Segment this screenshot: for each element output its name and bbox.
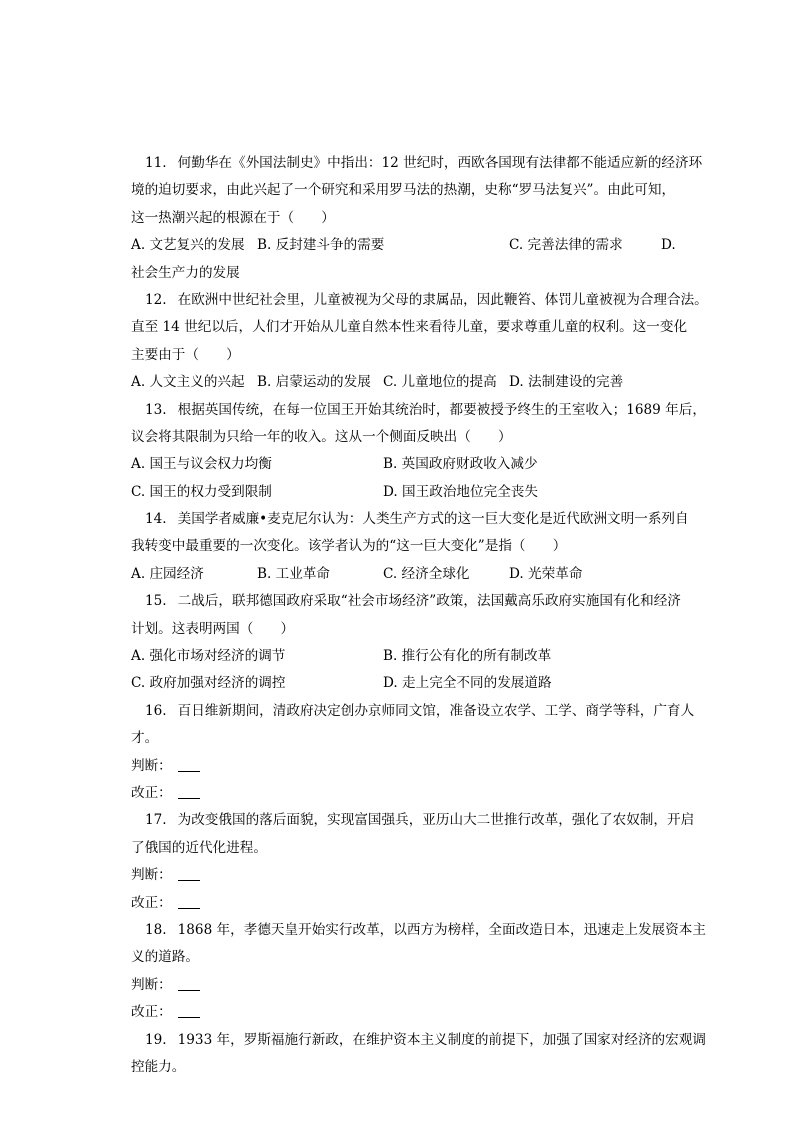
judge-label: 判断： bbox=[131, 757, 172, 774]
options-row bbox=[131, 479, 671, 506]
option-c: C. 国王的权力受到限制 bbox=[131, 483, 272, 500]
question-16 bbox=[131, 698, 695, 808]
question-number: 12. bbox=[145, 291, 167, 308]
question-13 bbox=[131, 397, 706, 507]
question-number: 13. bbox=[145, 401, 167, 418]
question-11 bbox=[131, 150, 703, 287]
judge-label: 判断： bbox=[131, 867, 172, 884]
question-text: 了俄国的近代化进程。 bbox=[131, 839, 267, 856]
option-d-text: 社会生产力的发展 bbox=[131, 264, 240, 281]
question-18 bbox=[131, 917, 706, 1027]
option-a: A. 人文主义的兴起 bbox=[131, 374, 245, 391]
question-number: 14. bbox=[145, 511, 167, 528]
question-text: 根据英国传统，在每一位国王开始其统治时，都要被授予终生的王室收入；1689 年后， bbox=[177, 401, 706, 418]
option-c: C. 政府加强对经济的调控 bbox=[131, 675, 286, 692]
question-text: 何勤华在《外国法制史》中指出：12 世纪时，西欧各国现有法律都不能适应新的经济环 bbox=[177, 155, 703, 171]
option-b: B. 反封建斗争的需要 bbox=[257, 237, 385, 254]
correct-blank[interactable] bbox=[178, 784, 200, 799]
correct-row bbox=[131, 780, 671, 807]
question-text: 议会将其限制为只给一年的收入。这从一个侧面反映出（ ） bbox=[131, 428, 512, 445]
question-number: 15. bbox=[145, 593, 167, 610]
question-12 bbox=[131, 287, 708, 397]
question-text: 为改变俄国的落后面貌，实现富国强兵，亚历山大二世推行改革，强化了农奴制，开启 bbox=[177, 812, 695, 829]
option-a: A. 国王与议会权力均衡 bbox=[131, 456, 272, 473]
judge-label: 判断： bbox=[131, 976, 172, 993]
option-a: A. 强化市场对经济的调节 bbox=[131, 648, 286, 665]
question-number: 18. bbox=[145, 921, 167, 938]
question-number: 11. bbox=[145, 155, 167, 171]
correct-blank[interactable] bbox=[178, 1003, 200, 1018]
question-text: 直至 14 世纪以后，人们才开始从儿童自然本性来看待儿童，要求尊重儿童的权利。这一变化 bbox=[131, 319, 688, 336]
option-d: D. 法制建设的完善 bbox=[509, 374, 624, 391]
option-b: B. 工业革命 bbox=[257, 565, 331, 582]
option-a: A. 文艺复兴的发展 bbox=[131, 237, 245, 254]
question-number: 17. bbox=[145, 812, 167, 829]
question-text: 主要由于（ ） bbox=[131, 346, 240, 363]
question-text: 二战后，联邦德国政府采取“社会市场经济”政策，法国戴高乐政府实施国有化和经济 bbox=[177, 593, 681, 610]
question-15 bbox=[131, 588, 681, 698]
judge-blank[interactable] bbox=[178, 757, 200, 772]
question-text: 我转变中最重要的一次变化。该学者认为的“这一巨大变化”是指（ ） bbox=[131, 538, 567, 555]
option-b: B. 启蒙运动的发展 bbox=[257, 374, 371, 391]
correct-row bbox=[131, 890, 671, 917]
question-text: 计划。这表明两国（ ） bbox=[131, 620, 295, 637]
correct-blank[interactable] bbox=[178, 894, 200, 909]
option-c: C. 儿童地位的提高 bbox=[383, 374, 497, 391]
options-row bbox=[131, 232, 676, 259]
question-text: 义的道路。 bbox=[131, 949, 199, 966]
option-d: D. 光荣革命 bbox=[509, 565, 583, 582]
correct-label: 改正： bbox=[131, 784, 172, 801]
question-number: 16. bbox=[145, 702, 167, 719]
correct-label: 改正： bbox=[131, 894, 172, 911]
correct-label: 改正： bbox=[131, 1004, 172, 1021]
judge-blank[interactable] bbox=[178, 866, 200, 881]
judge-row bbox=[131, 862, 671, 889]
question-text: 境的迫切要求，由此兴起了一个研究和采用罗马法的热潮，史称“罗马法复兴”。由此可知， bbox=[131, 182, 676, 199]
question-text: 控能力。 bbox=[131, 1058, 186, 1075]
options-row bbox=[131, 670, 671, 697]
question-text: 1868 年，孝德天皇开始实行改革，以西方为榜样，全面改造日本，迅速走上发展资本主 bbox=[177, 921, 706, 938]
option-a: A. 庄园经济 bbox=[131, 565, 204, 582]
question-number: 19. bbox=[145, 1031, 167, 1048]
option-d: D. bbox=[661, 237, 676, 254]
question-text: 这一热潮兴起的根源在于（ ） bbox=[131, 209, 335, 226]
options-row bbox=[131, 369, 671, 396]
option-d: D. 国王政治地位完全丧失 bbox=[383, 483, 538, 500]
correct-row bbox=[131, 999, 671, 1026]
question-text: 在欧洲中世纪社会里，儿童被视为父母的隶属品，因此鞭笞、体罚儿童被视为合理合法。 bbox=[177, 291, 708, 308]
options-row bbox=[131, 643, 671, 670]
question-text: 1933 年，罗斯福施行新政，在维护资本主义制度的前提下，加强了国家对经济的宏观调 bbox=[177, 1031, 706, 1048]
question-text: 才。 bbox=[131, 730, 159, 747]
question-text: 美国学者威廉•麦克尼尔认为：人类生产方式的这一巨大变化是近代欧洲文明一系列自 bbox=[177, 511, 689, 528]
option-c: C. 经济全球化 bbox=[383, 565, 470, 582]
judge-blank[interactable] bbox=[178, 976, 200, 991]
option-d: D. 走上完全不同的发展道路 bbox=[383, 675, 552, 692]
question-19 bbox=[131, 1027, 706, 1082]
options-row bbox=[131, 561, 671, 588]
exam-page bbox=[131, 150, 708, 1081]
question-text: 百日维新期间，清政府决定创办京师同文馆，准备设立农学、工学、商学等科，广育人 bbox=[177, 702, 695, 719]
judge-row bbox=[131, 972, 671, 999]
question-17 bbox=[131, 807, 695, 917]
option-b: B. 推行公有化的所有制改革 bbox=[383, 648, 552, 665]
option-c: C. 完善法律的需求 bbox=[509, 237, 623, 254]
judge-row bbox=[131, 753, 671, 780]
options-row bbox=[131, 451, 671, 478]
question-14 bbox=[131, 506, 689, 588]
option-b: B. 英国政府财政收入减少 bbox=[383, 456, 538, 473]
